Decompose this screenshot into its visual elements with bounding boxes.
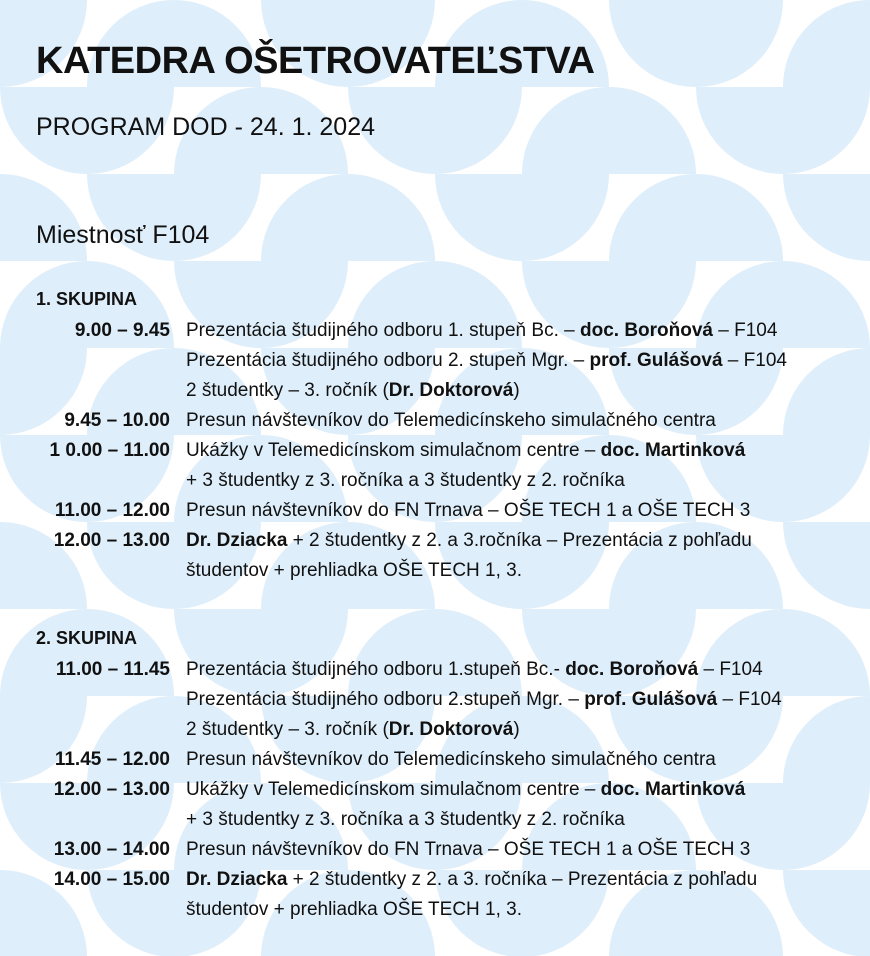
bg-quarter-circle [435,87,522,174]
text-segment: – F104 [717,689,782,710]
bg-quarter-circle [696,0,783,87]
person-name: doc. Martinková [600,440,746,461]
text-segment: 2 študentky – 3. ročník ( [186,719,389,740]
text-segment: ) [513,380,520,401]
text-segment: + 3 študentky z 3. ročníka a 3 študentky z 2. ročníka [186,809,625,830]
activity-description [186,895,856,925]
text-segment: Prezentácia študijného odboru 2.stupeň Mgr. – [186,689,585,710]
activity-description [186,496,856,526]
bg-quarter-circle [609,0,696,87]
text-segment: Presun návštevníkov do FN Trnava – OŠE TECH 1 a OŠE TECH 3 [186,500,751,521]
bg-quarter-circle [783,87,870,174]
text-segment: Presun návštevníkov do FN Trnava – OŠE TECH 1 a OŠE TECH 3 [186,839,751,860]
schedule-row [36,436,856,466]
bg-quarter-circle [609,174,696,261]
schedule-row [36,715,856,745]
activity-description [186,436,856,466]
schedule-row [36,316,856,346]
activity-description [186,715,856,745]
person-name: doc. Boroňová [565,659,699,680]
bg-quarter-circle [348,174,435,261]
activity-description [186,376,856,406]
text-segment: Prezentácia študijného odboru 2. stupeň Mgr. – [186,350,590,371]
schedule-row [36,526,856,556]
schedule-row [36,865,856,895]
time-slot [36,346,186,376]
time-slot: 14.00 – 15.00 [53,869,170,890]
time-slot: 11.45 – 12.00 [54,749,170,770]
bg-quarter-circle [609,87,696,174]
time-slot [36,685,186,715]
time-slot: 13.00 – 14.00 [53,839,170,860]
bg-quarter-circle [696,87,783,174]
schedule-row [36,745,856,775]
schedule-row [36,556,856,586]
activity-description [186,865,856,895]
bg-quarter-circle [783,0,870,87]
activity-description [186,556,856,586]
person-name: doc. Boroňová [579,320,713,341]
schedule-row [36,406,856,436]
text-segment: Prezentácia študijného odboru 1. stupeň Bc. – [186,320,580,341]
activity-description [186,526,856,556]
bg-quarter-circle [522,174,609,261]
text-segment: + 2 študentky z 2. a 3.ročníka – Prezentácia z pohľadu [287,530,752,551]
text-segment: Presun návštevníkov do Telemedicínskeho simulačného centra [186,410,716,431]
schedule-list [36,655,856,925]
activity-description [186,685,856,715]
text-segment: Prezentácia študijného odboru 1.stupeň Bc.- [186,659,566,680]
text-segment: Ukážky v Telemedicínskom simulačnom centre – [186,779,601,800]
time-slot [36,466,186,496]
page-title: KATEDRA OŠETROVATEĽSTVA [36,40,595,82]
text-segment: študentov + prehliadka OŠE TECH 1, 3. [186,560,523,581]
activity-description [186,346,856,376]
bg-quarter-circle [522,87,609,174]
person-name: Dr. Doktorová [388,719,514,740]
text-segment: + 3 študentky z 3. ročníka a 3 študentky z 2. ročníka [186,470,625,491]
room-heading: Miestnosť F104 [36,221,210,249]
schedule-row [36,376,856,406]
activity-description [186,745,856,775]
schedule-row [36,655,856,685]
activity-description [186,655,856,685]
text-segment: Ukážky v Telemedicínskom simulačnom centre – [186,440,601,461]
time-slot: 12.00 – 13.00 [53,779,170,800]
time-slot [36,376,186,406]
schedule-row [36,805,856,835]
schedule-list [36,316,856,586]
time-slot: 1 0.00 – 11.00 [49,440,170,461]
time-slot: 9.00 – 9.45 [74,320,170,341]
time-slot [36,895,186,925]
text-segment: + 2 študentky z 2. a 3. ročníka – Prezentácia z pohľadu [287,869,758,890]
text-segment: ) [513,719,520,740]
schedule-row [36,775,856,805]
text-segment: – F104 [698,659,763,680]
group-label: 1. SKUPINA [36,289,138,309]
text-segment: 2 študentky – 3. ročník ( [186,380,389,401]
text-segment: Presun návštevníkov do Telemedicínskeho simulačného centra [186,749,716,770]
activity-description [186,805,856,835]
group-2 [36,625,856,925]
time-slot [36,805,186,835]
activity-description [186,466,856,496]
group-label: 2. SKUPINA [36,628,138,648]
schedule-row [36,685,856,715]
time-slot: 12.00 – 13.00 [53,530,170,551]
bg-quarter-circle [696,174,783,261]
text-segment: – F104 [722,350,787,371]
text-segment: študentov + prehliadka OŠE TECH 1, 3. [186,899,523,920]
time-slot: 11.00 – 12.00 [54,500,170,521]
activity-description [186,316,856,346]
activity-description [186,406,856,436]
person-name: Dr. Doktorová [388,380,514,401]
text-segment: – F104 [713,320,778,341]
schedule-row [36,835,856,865]
bg-quarter-circle [783,174,870,261]
person-name: Dr. Dziacka [186,530,288,551]
person-name: doc. Martinková [600,779,746,800]
person-name: prof. Gulášová [584,689,718,710]
program-date: PROGRAM DOD - 24. 1. 2024 [36,113,376,141]
person-name: Dr. Dziacka [186,869,288,890]
schedule-row [36,466,856,496]
activity-description [186,775,856,805]
person-name: prof. Gulášová [589,350,723,371]
schedule-row [36,496,856,526]
group-1 [36,286,856,586]
schedule-row [36,895,856,925]
bg-quarter-circle [435,174,522,261]
bg-quarter-circle [261,174,348,261]
time-slot [36,556,186,586]
schedule-row [36,346,856,376]
time-slot [36,715,186,745]
activity-description [186,835,856,865]
time-slot: 9.45 – 10.00 [64,410,170,431]
time-slot: 11.00 – 11.45 [55,659,170,680]
